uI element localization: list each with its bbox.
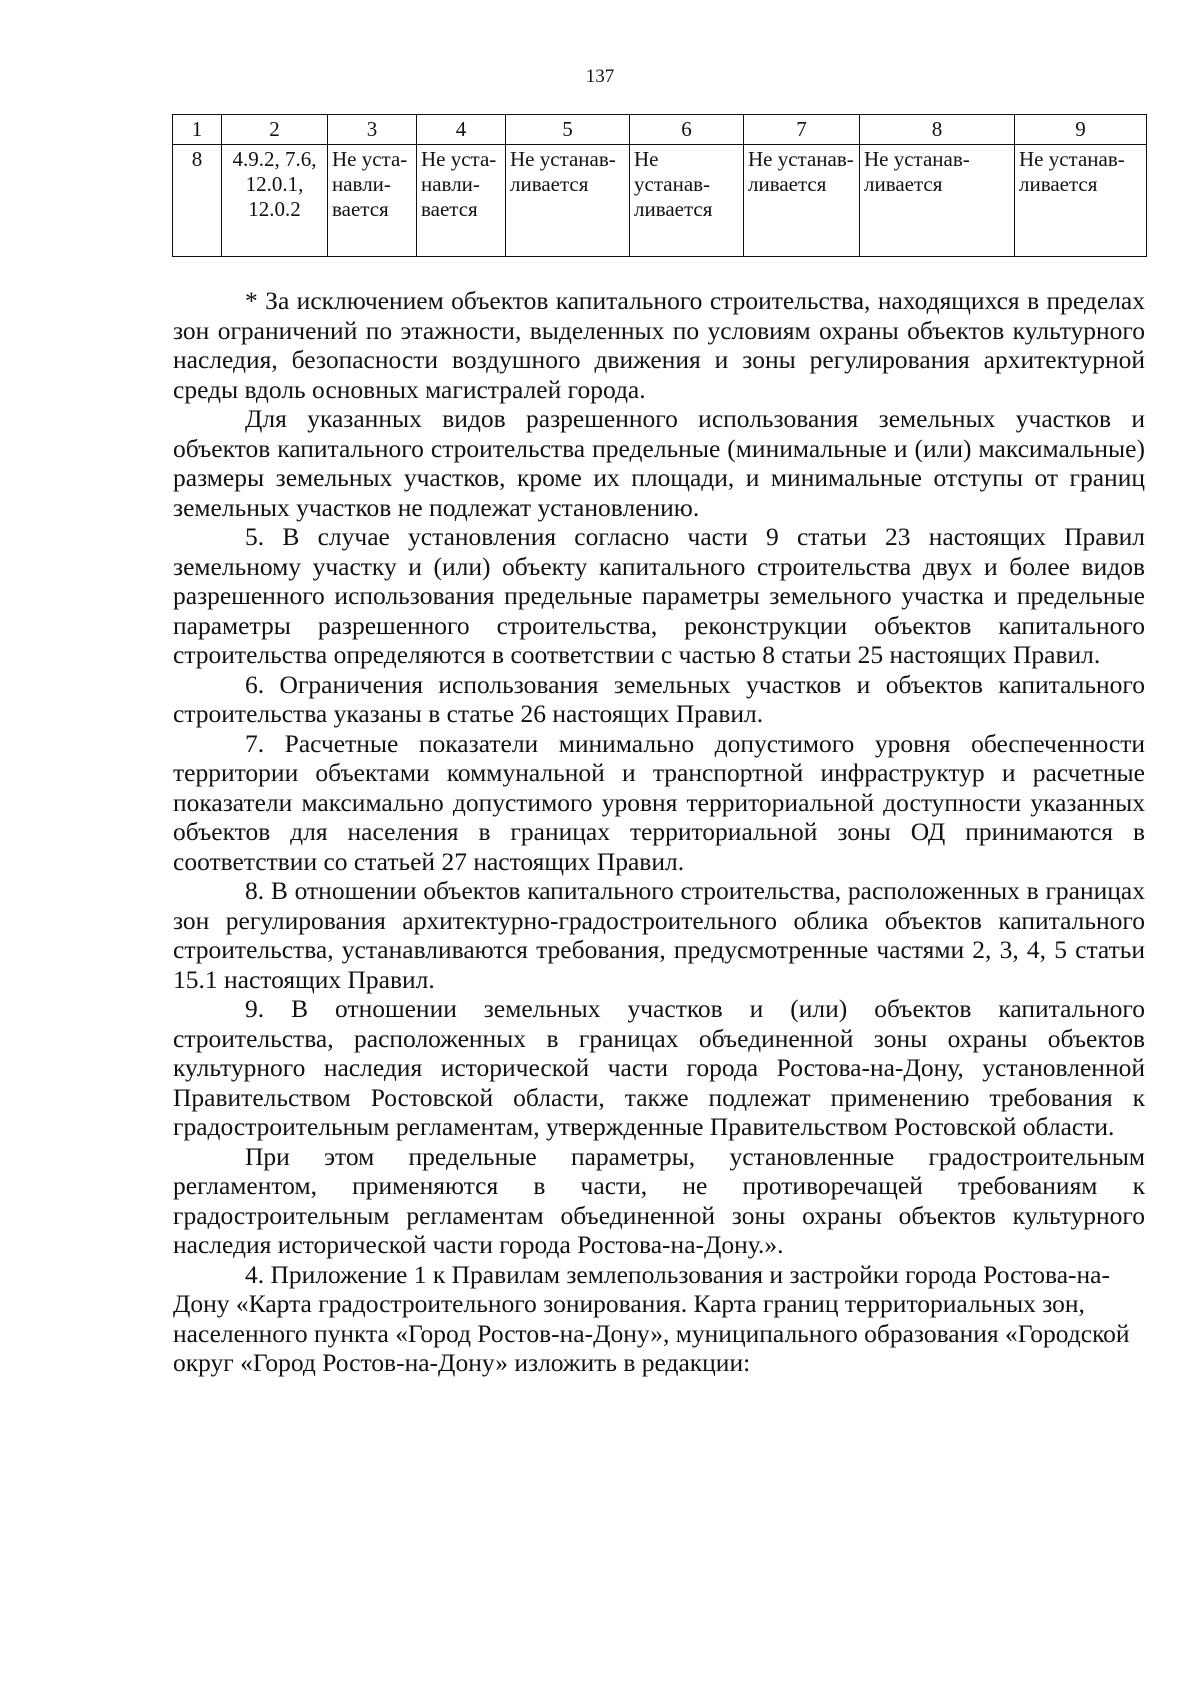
table-cell: Не устанав-ливается (506, 145, 630, 257)
footnote-paragraph: * За исключением объектов капитального строительства, находящихся в пределах зон ограничений по этажности, выделенных по условиям охраны объектов культурного наследия, безопасности воздушного движения и зоны регулирования архитектурной среды вдоль основных магистралей города. (173, 286, 1145, 404)
header-cell: 5 (506, 115, 630, 145)
header-cell: 9 (1015, 115, 1147, 145)
page-number: 137 (585, 66, 615, 87)
paragraph-item-4: 4. Приложение 1 к Правилам землепользования и застройки города Ростова-на-Дону «Карта градостроительного зонирования. Карта границ территориальных зон, населенного пункта «Город Ростов-на-Дону», муниципального образования «Городской округ «Город Ростов-на-Дону» изложить в редакции: (173, 1259, 1130, 1377)
table-cell: Не устанав-ливается (860, 145, 1015, 257)
table-cell: 4.9.2, 7.6, 12.0.1, 12.0.2 (222, 145, 328, 257)
table-cell: 8 (173, 145, 222, 257)
header-cell: 4 (417, 115, 506, 145)
table-cell: Не устанав-ливается (630, 145, 744, 257)
table-header-row (173, 115, 1147, 145)
table-row (173, 145, 1147, 257)
table-cell: Не устанав-ливается (744, 145, 860, 257)
paragraph-item-6: 6. Ограничения использования земельных участков и объектов капитального строительства указаны в статье 26 настоящих Правил. (173, 669, 1145, 728)
paragraph: Для указанных видов разрешенного использования земельных участков и объектов капитального строительства предельные (минимальные и (или) максимальные) размеры земельных участков, кроме их площади, и минимальные отступы от границ земельных участков не подлежат установлению. (173, 404, 1145, 522)
table-cell: Не устанав-ливается (1015, 145, 1147, 257)
header-cell: 1 (173, 115, 222, 145)
header-cell: 2 (222, 115, 328, 145)
document-body (173, 286, 1145, 1378)
paragraph-item-5: 5. В случае установления согласно части 9 статьи 23 настоящих Правил земельному участку и (или) объекту капитального строительства двух и более видов разрешенного использования предельные параметры земельного участка и предельные параметры разрешенного строительства, реконструкции объектов капитального строительства определяются в соответствии с частью 8 статьи 25 настоящих Правил. (173, 522, 1145, 669)
header-cell: 8 (860, 115, 1015, 145)
paragraph-item-7: 7. Расчетные показатели минимально допустимого уровня обеспеченности территории объектами коммунальной и транспортной инфраструктур и расчетные показатели максимально допустимого уровня территориальной доступности указанных объектов для населения в границах территориальной зоны ОД принимаются в соответствии со статьей 27 настоящих Правил. (173, 728, 1145, 876)
header-cell: 3 (328, 115, 417, 145)
table-cell: Не уста-навли-вается (328, 145, 417, 257)
header-cell: 7 (744, 115, 860, 145)
header-cell: 6 (630, 115, 744, 145)
regulations-table (172, 114, 1147, 257)
paragraph: При этом предельные параметры, установленные градостроительным регламентом, применяются в части, не противоречащей требованиям к градостроительным регламентам объединенной зоны охраны объектов культурного наследия исторической части города Ростова-на-Дону.». (173, 1141, 1145, 1259)
table-cell: Не уста-навли-вается (417, 145, 506, 257)
paragraph-item-8: 8. В отношении объектов капитального строительства, расположенных в границах зон регулирования архитектурно-градостроительного облика объектов капитального строительства, устанавливаются требования, предусмотренные частями 2, 3, 4, 5 статьи 15.1 настоящих Правил. (173, 876, 1145, 994)
paragraph-item-9: 9. В отношении земельных участков и (или) объектов капитального строительства, расположенных в границах объединенной зоны охраны объектов культурного наследия исторической части города Ростова-на-Дону, установленной Правительством Ростовской области, также подлежат применению требования к градостроительным регламентам, утвержденные Правительством Ростовской области. (173, 994, 1145, 1141)
